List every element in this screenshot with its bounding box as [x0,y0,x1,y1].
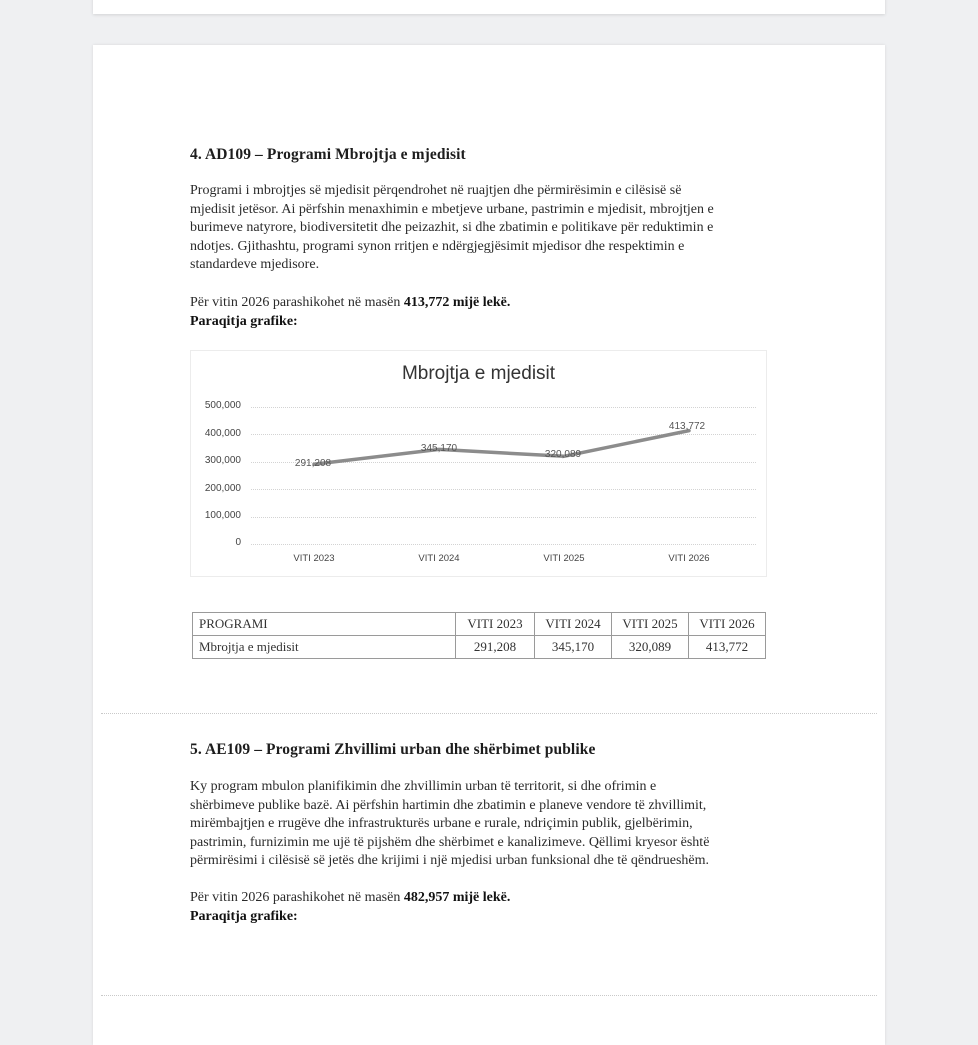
data-label: 320,089 [544,449,582,460]
section-4-heading: 4. AD109 – Programi Mbrojtja e mjedisit [190,146,466,163]
section-4-paragraph [190,182,790,275]
table-header-cell: VITI 2023 [456,613,535,636]
budget-amount: 413,772 mijë lekë. [403,295,511,310]
table-cell: 413,772 [689,636,766,659]
section-4-budget [190,293,510,312]
chart-title: Mbrojtja e mjedisit [401,363,556,384]
x-axis-tick: VITI 2025 [543,553,585,564]
table-cell: 320,089 [612,636,689,659]
paragraph-line: përmirësimi i cilësisë së jetës dhe krijimi i një mjedisi urban funksional dhe të qëndrueshëm. [190,853,710,869]
graph-label: Paraqitja grafike: [190,909,298,924]
previous-page-edge [93,0,885,14]
y-axis-tick: 200,000 [204,483,241,494]
section-5-budget [190,888,510,907]
paragraph-line: shërbimeve publike bazë. Ai përfshin hartimin dhe zbatimin e planeve vendore të zhvillimit, [190,797,707,813]
budget-prefix: Për vitin 2026 parashikohet në masën [190,890,404,905]
table-row [193,636,766,659]
y-axis-tick: 500,000 [204,400,241,411]
data-label: 345,170 [420,443,458,454]
budget-prefix: Për vitin 2026 parashikohet në masën [190,295,404,310]
page-break-divider [101,713,877,714]
document-page[interactable] [93,45,885,1045]
paragraph-line: mirëmbajtjen e rrugëve dhe infrastrukturës urbane e rurale, ndriçimin publik, gjelbërimin, [190,816,693,832]
y-axis-tick: 300,000 [204,455,241,466]
graph-label: Paraqitja grafike: [190,314,298,329]
y-axis-tick: 100,000 [204,510,241,521]
paragraph-line: burimeve natyrore, biodiversitetit dhe peizazhit, si dhe zbatimin e politikave për reduktimin e [190,220,714,236]
y-axis-tick: 0 [235,537,241,548]
x-axis-tick: VITI 2024 [418,553,460,564]
line-chart [190,350,767,577]
table-header-cell: VITI 2026 [689,613,766,636]
table-header-cell: VITI 2024 [535,613,612,636]
y-axis-tick: 400,000 [204,428,241,439]
program-budget-table [192,612,766,659]
table-header-row [193,613,766,636]
paragraph-line: standardeve mjedisore. [190,257,320,273]
table-cell: 345,170 [535,636,612,659]
section-5-heading: 5. AE109 – Programi Zhvillimi urban dhe shërbimet publike [190,741,596,758]
x-axis-tick: VITI 2023 [293,553,335,564]
data-series-line [191,351,766,576]
section-5-paragraph [190,778,790,871]
paragraph-line: ndotjes. Gjithashtu, programi synon rritjen e ndërgjegjësimit mjedisor dhe respektimin e [190,238,685,254]
page-break-divider [101,995,877,996]
paragraph-line: pastrimin, furnizimin me ujë të pijshëm dhe shërbimet e kanalizimeve. Qëllimi kryesor është [190,834,710,850]
table-cell: Mbrojtja e mjedisit [193,636,456,659]
x-axis-tick: VITI 2026 [668,553,710,564]
budget-amount: 482,957 mijë lekë. [403,890,511,905]
table-header-cell: VITI 2025 [612,613,689,636]
table-cell: 291,208 [456,636,535,659]
table-header-cell: PROGRAMI [193,613,456,636]
data-label: 291,208 [294,458,332,469]
data-label: 413,772 [668,421,706,432]
paragraph-line: mjedisit jetësor. Ai përfshin menaxhimin e mbetjeve urbane, pastrimin e mjedisit, mbrojtjen e [190,201,714,217]
paragraph-line: Programi i mbrojtjes së mjedisit përqendrohet në ruajtjen dhe përmirësimin e cilësisë së [190,183,682,198]
paragraph-line: Ky program mbulon planifikimin dhe zhvillimin urban të territorit, si dhe ofrimin e [190,779,657,794]
